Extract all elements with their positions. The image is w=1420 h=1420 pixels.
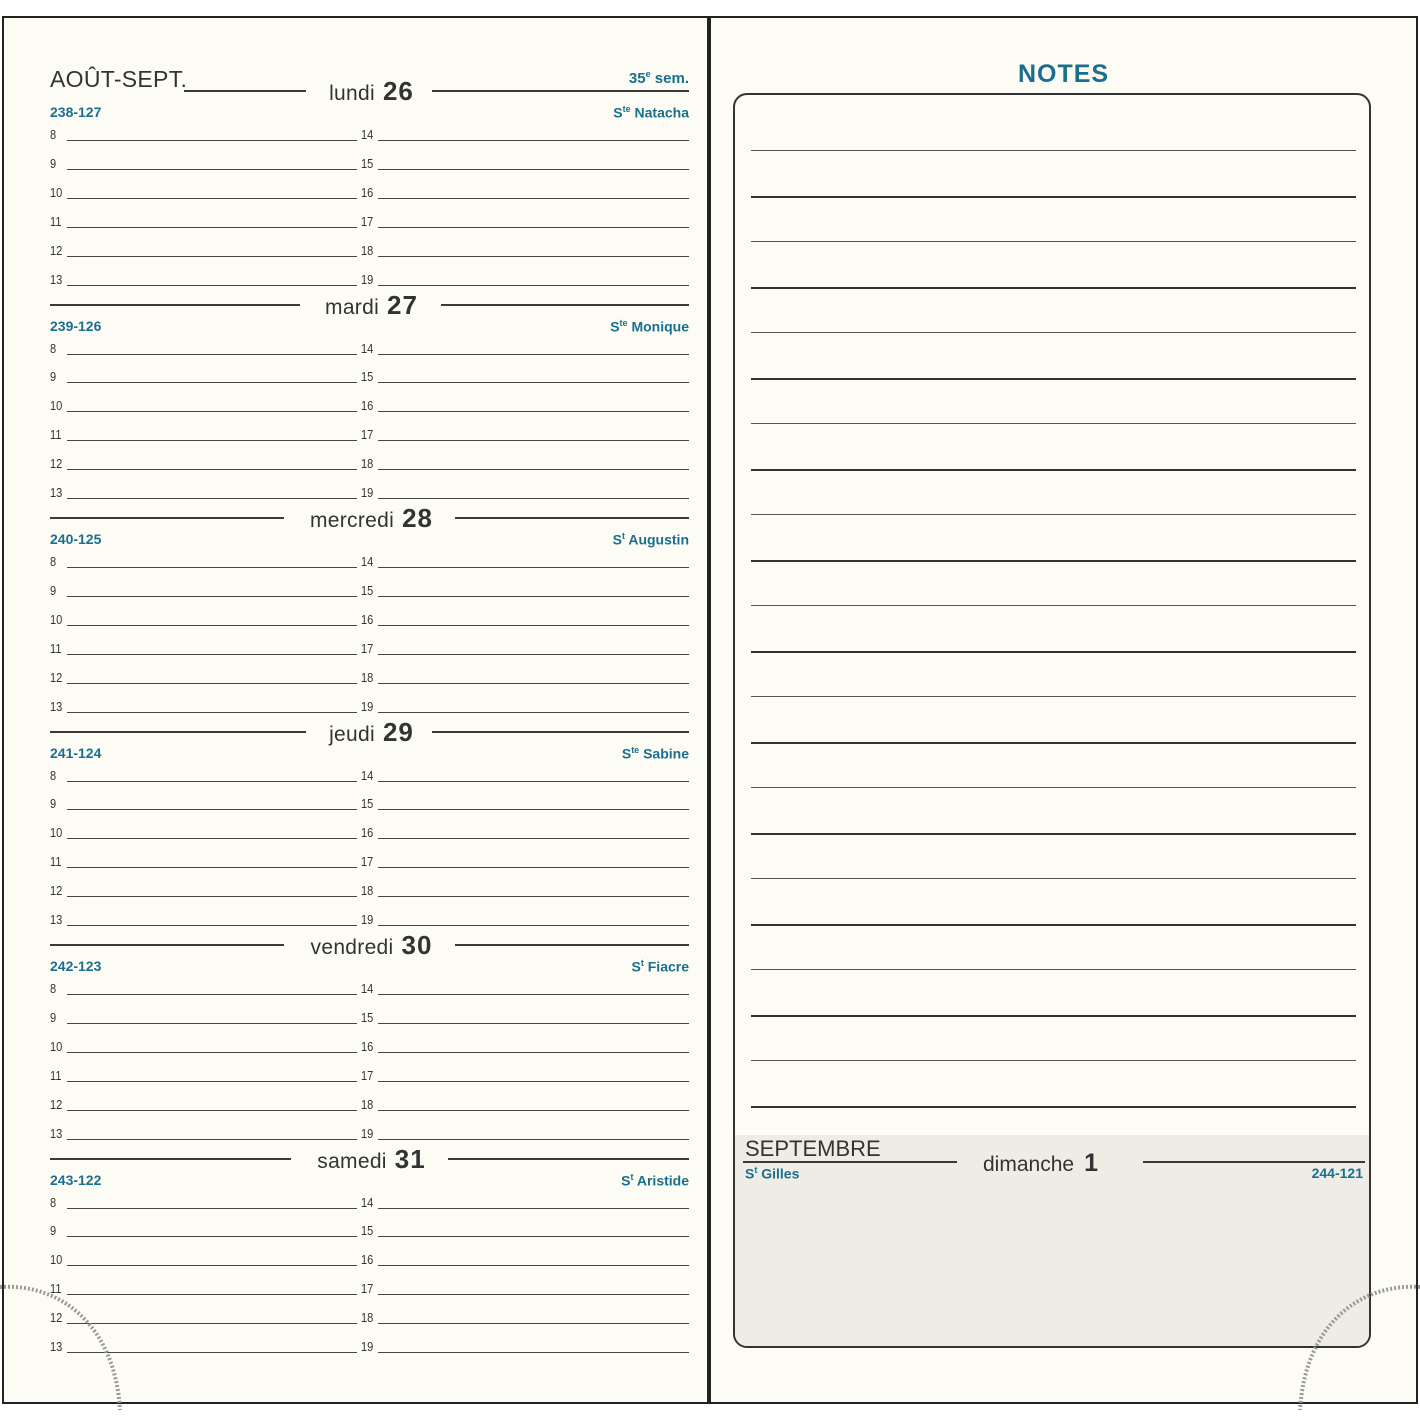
note-line[interactable] [751, 924, 1356, 926]
hour-label-morning: 10 [50, 184, 63, 200]
day-date: 31 [394, 1143, 426, 1174]
hour-line[interactable] [67, 567, 357, 568]
hour-label-morning: 12 [50, 669, 63, 685]
hour-label-afternoon: 19 [361, 485, 374, 500]
note-line[interactable] [751, 787, 1356, 788]
hour-line[interactable] [67, 382, 357, 383]
hour-line[interactable] [378, 1294, 689, 1295]
hour-line[interactable] [67, 896, 357, 897]
hour-label-morning: 8 [50, 767, 57, 783]
hour-label-afternoon: 16 [361, 611, 374, 627]
hour-label-afternoon: 17 [361, 1067, 374, 1083]
hour-line[interactable] [378, 596, 689, 597]
note-line[interactable] [751, 241, 1356, 242]
hour-line[interactable] [378, 256, 689, 257]
hour-label-afternoon: 14 [361, 767, 374, 783]
weekday: mercredi [309, 509, 395, 532]
saint-of-day: $S^t$ Aristide [621, 1171, 689, 1189]
hour-label-afternoon: 18 [361, 883, 374, 899]
hour-line[interactable] [67, 285, 357, 286]
hour-line[interactable] [378, 1081, 689, 1082]
note-line[interactable] [751, 742, 1356, 744]
hour-line[interactable] [67, 1236, 357, 1237]
hour-line[interactable] [378, 227, 689, 228]
hour-line[interactable] [67, 1139, 357, 1140]
hour-label-afternoon: 19 [361, 912, 374, 927]
hour-line[interactable] [378, 1139, 689, 1140]
note-line[interactable] [751, 469, 1356, 471]
hour-label-afternoon: 14 [361, 981, 374, 996]
notes-title: NOTES [1017, 60, 1110, 88]
hour-label-morning: 13 [50, 1125, 63, 1141]
page-corner-curve-left [0, 1275, 130, 1415]
hour-line[interactable] [378, 198, 689, 199]
hour-label-morning: 13 [50, 1339, 63, 1354]
day-heading [4, 76, 709, 107]
hour-line[interactable] [378, 440, 689, 441]
hour-label-morning: 12 [50, 242, 63, 258]
hour-label-afternoon: 15 [361, 1223, 374, 1239]
hour-label-afternoon: 18 [361, 456, 374, 472]
day-of-year: 239-126 [50, 317, 102, 334]
note-line[interactable] [751, 196, 1356, 198]
hour-label-morning: 8 [50, 340, 57, 356]
hour-label-afternoon: 18 [361, 1096, 374, 1112]
day-of-year: 238-127 [50, 104, 102, 120]
note-line[interactable] [751, 651, 1356, 653]
hour-line[interactable] [67, 1265, 357, 1266]
hour-label-morning: 9 [50, 1009, 57, 1025]
hour-line[interactable] [378, 1323, 689, 1324]
hour-label-afternoon: 17 [361, 1281, 374, 1297]
hour-label-afternoon: 15 [361, 369, 374, 385]
weekday: lundi [329, 82, 375, 105]
hour-line[interactable] [67, 838, 357, 839]
hour-label-morning: 11 [50, 1281, 62, 1297]
hour-label-morning: 13 [50, 698, 63, 714]
hour-line[interactable] [67, 227, 357, 228]
sunday-month: SEPTEMBRE [745, 1136, 881, 1161]
hour-line[interactable] [378, 1236, 689, 1237]
hour-line[interactable] [67, 1023, 357, 1024]
hour-line[interactable] [67, 683, 357, 684]
hour-label-morning: 9 [50, 155, 57, 171]
hour-line[interactable] [67, 354, 357, 355]
day-date: 27 [387, 289, 418, 320]
hour-label-morning: 8 [50, 981, 57, 996]
note-line[interactable] [751, 878, 1356, 879]
hour-label-afternoon: 14 [361, 1194, 374, 1210]
hour-line[interactable] [378, 1265, 689, 1266]
saint-of-day: $S^t$ Fiacre [631, 958, 689, 975]
hour-line[interactable] [378, 169, 689, 170]
hour-line[interactable] [67, 867, 357, 868]
hour-label-afternoon: 16 [361, 825, 374, 841]
hour-label-afternoon: 15 [361, 1009, 374, 1025]
hour-label-morning: 11 [50, 213, 62, 229]
hour-label-morning: 10 [50, 1252, 63, 1268]
day-of-year: 242-123 [50, 958, 102, 974]
hour-label-morning: 9 [50, 582, 57, 598]
hour-line[interactable] [378, 654, 689, 655]
sunday-rule-right [1143, 1161, 1365, 1163]
day-heading [4, 717, 709, 748]
hour-line[interactable] [67, 1081, 357, 1082]
weekday: jeudi [329, 722, 375, 746]
note-line[interactable] [751, 378, 1356, 380]
notes-box[interactable] [733, 93, 1371, 1348]
hour-label-afternoon: 18 [361, 1310, 374, 1326]
hour-line[interactable] [67, 169, 357, 170]
hour-line[interactable] [378, 567, 689, 568]
hour-line[interactable] [378, 140, 689, 141]
day-heading [4, 930, 709, 961]
hour-line[interactable] [378, 354, 689, 355]
note-line[interactable] [751, 605, 1356, 606]
left-page [2, 16, 709, 1404]
hour-line[interactable] [67, 440, 357, 441]
hour-label-afternoon: 16 [361, 184, 374, 200]
note-line[interactable] [751, 560, 1356, 562]
hour-line[interactable] [378, 925, 689, 926]
hour-label-afternoon: 19 [361, 1125, 374, 1141]
hour-label-afternoon: 16 [361, 1252, 374, 1268]
note-line[interactable] [751, 696, 1356, 697]
hour-line[interactable] [378, 781, 689, 782]
sunday-day-name: dimanche 1 [983, 1149, 1098, 1177]
hour-label-morning: 11 [50, 427, 62, 443]
hour-line[interactable] [67, 925, 357, 926]
hour-label-afternoon: 19 [361, 1339, 374, 1354]
hour-label-morning: 13 [50, 271, 63, 287]
hour-label-afternoon: 17 [361, 213, 374, 229]
day-block [4, 503, 707, 731]
hour-line[interactable] [378, 285, 689, 286]
saint-of-day: $S^{te}$ Monique [610, 317, 689, 335]
hour-label-morning: 9 [50, 369, 57, 385]
right-page [709, 16, 1418, 1404]
hour-label-morning: 8 [50, 554, 57, 569]
day-date: 26 [382, 76, 414, 106]
hour-label-morning: 9 [50, 1223, 57, 1239]
hour-label-afternoon: 19 [361, 271, 374, 287]
hour-line[interactable] [67, 1110, 357, 1111]
hour-line[interactable] [67, 781, 357, 782]
sunday-saint: $S^t$ Gilles [745, 1165, 800, 1182]
hour-label-morning: 10 [50, 1038, 63, 1054]
hour-line[interactable] [378, 994, 689, 995]
hour-line[interactable] [378, 1023, 689, 1024]
hour-label-morning: 10 [50, 825, 63, 841]
hour-label-afternoon: 19 [361, 698, 374, 714]
day-date: 29 [382, 716, 414, 747]
hour-line[interactable] [378, 809, 689, 810]
hour-line[interactable] [67, 140, 357, 141]
hour-line[interactable] [67, 712, 357, 713]
hour-label-afternoon: 15 [361, 155, 374, 171]
hour-line[interactable] [67, 469, 357, 470]
weekday: samedi [317, 1149, 387, 1173]
day-date: 28 [402, 503, 433, 533]
hour-label-morning: 13 [50, 912, 63, 927]
day-of-year: 243-122 [50, 1171, 102, 1188]
hour-label-morning: 13 [50, 485, 63, 500]
hour-label-afternoon: 17 [361, 640, 374, 656]
hour-line[interactable] [67, 654, 357, 655]
day-of-year: 240-125 [50, 531, 102, 547]
hour-label-afternoon: 16 [361, 398, 374, 414]
note-line[interactable] [751, 1060, 1356, 1061]
hour-label-morning: 8 [50, 1194, 57, 1210]
hour-label-morning: 11 [50, 1067, 62, 1083]
page-corner-curve-right [1290, 1275, 1420, 1415]
hour-label-afternoon: 17 [361, 854, 374, 870]
hour-line[interactable] [67, 1052, 357, 1053]
note-line[interactable] [751, 287, 1356, 289]
hour-line[interactable] [378, 867, 689, 868]
hour-line[interactable] [67, 411, 357, 412]
day-block [4, 716, 707, 945]
hour-label-morning: 9 [50, 796, 57, 812]
hour-label-morning: 12 [50, 1310, 63, 1326]
hour-label-morning: 12 [50, 883, 63, 899]
hour-label-morning: 10 [50, 611, 63, 627]
note-line[interactable] [751, 150, 1356, 151]
hour-line[interactable] [67, 198, 357, 199]
hour-label-morning: 11 [50, 854, 62, 870]
hour-label-afternoon: 17 [361, 427, 374, 443]
hour-line[interactable] [67, 1208, 357, 1209]
week-number: 35e sem. [628, 69, 689, 87]
hour-label-afternoon: 14 [361, 554, 374, 569]
hour-line[interactable] [378, 1052, 689, 1053]
note-line[interactable] [751, 1106, 1356, 1108]
hour-line[interactable] [378, 1352, 689, 1353]
day-heading [4, 290, 709, 321]
weekday: vendredi [310, 936, 394, 959]
day-block [4, 930, 707, 1158]
day-heading [4, 503, 709, 534]
weekday: mardi [325, 295, 380, 319]
hour-label-afternoon: 14 [361, 340, 374, 356]
hour-line[interactable] [378, 411, 689, 412]
hour-label-afternoon: 15 [361, 796, 374, 812]
note-line[interactable] [751, 514, 1356, 515]
day-block [4, 289, 707, 518]
note-line[interactable] [751, 332, 1356, 333]
hour-label-morning: 10 [50, 398, 63, 414]
hour-line[interactable] [67, 498, 357, 499]
note-line[interactable] [751, 833, 1356, 835]
day-date: 30 [401, 930, 433, 960]
note-line[interactable] [751, 423, 1356, 424]
hour-line[interactable] [378, 1110, 689, 1111]
hour-label-afternoon: 15 [361, 582, 374, 598]
note-line[interactable] [751, 1015, 1356, 1017]
saint-of-day: $S^t$ Augustin [612, 531, 689, 548]
hour-label-afternoon: 18 [361, 242, 374, 258]
sunday-day-of-year: 244-121 [1311, 1165, 1363, 1181]
note-line[interactable] [751, 969, 1356, 970]
hour-line[interactable] [67, 994, 357, 995]
hour-line[interactable] [378, 1208, 689, 1209]
hour-label-afternoon: 14 [361, 127, 374, 142]
hour-line[interactable] [67, 809, 357, 810]
hour-line[interactable] [378, 683, 689, 684]
hour-label-afternoon: 18 [361, 669, 374, 685]
hour-line[interactable] [378, 838, 689, 839]
hour-line[interactable] [378, 382, 689, 383]
hour-label-afternoon: 16 [361, 1038, 374, 1054]
day-heading [4, 1144, 709, 1175]
hour-line[interactable] [378, 625, 689, 626]
hour-line[interactable] [378, 896, 689, 897]
hour-label-morning: 8 [50, 127, 57, 142]
hour-line[interactable] [378, 469, 689, 470]
hour-line[interactable] [67, 256, 357, 257]
hour-line[interactable] [378, 498, 689, 499]
saint-of-day: $S^{te}$ Natacha [613, 104, 689, 121]
month-title: AOÛT-SEPT. [50, 66, 188, 92]
hour-line[interactable] [67, 596, 357, 597]
hour-label-morning: 12 [50, 456, 63, 472]
hour-line[interactable] [67, 625, 357, 626]
hour-line[interactable] [378, 712, 689, 713]
hour-label-morning: 11 [50, 640, 62, 656]
saint-of-day: $S^{te}$ Sabine [621, 744, 689, 762]
hour-label-morning: 12 [50, 1096, 63, 1112]
day-of-year: 241-124 [50, 744, 102, 761]
